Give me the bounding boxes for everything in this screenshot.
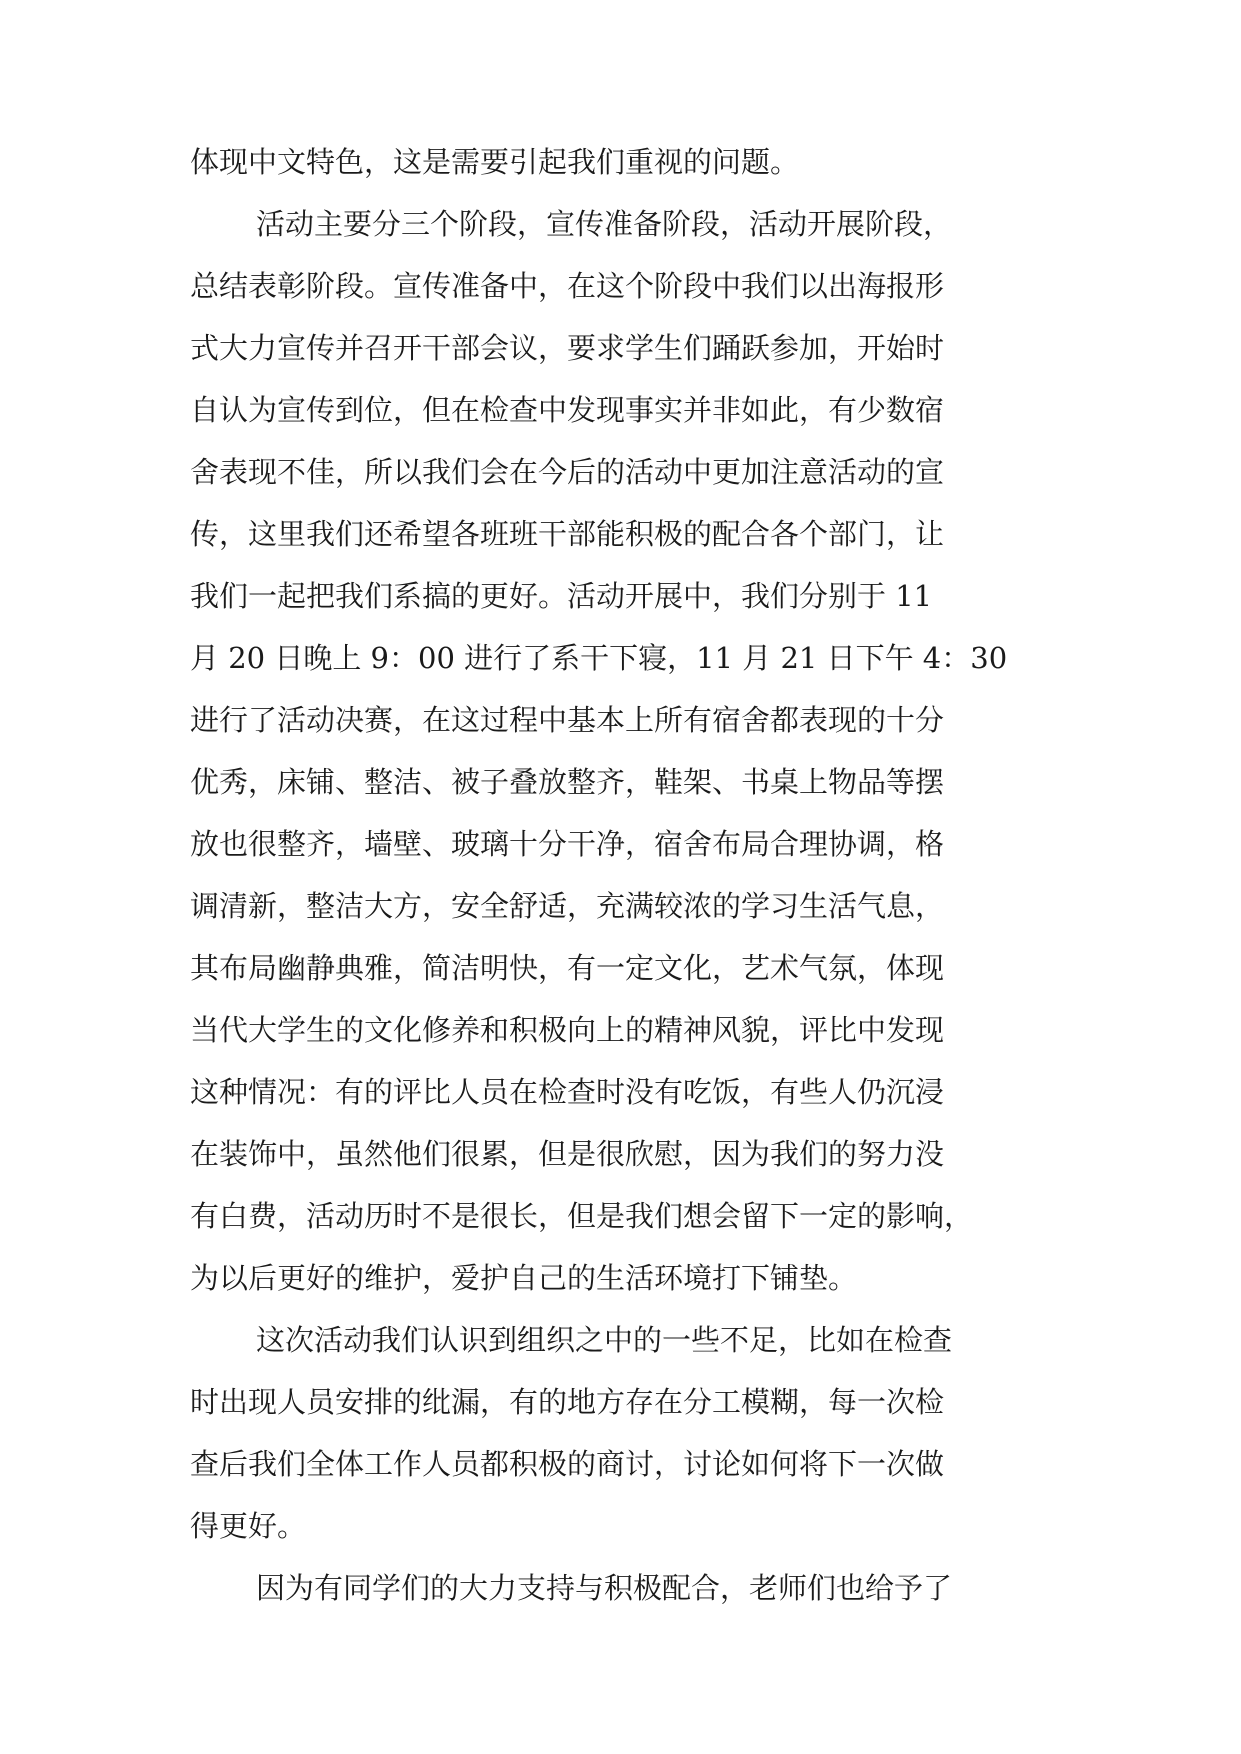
text-line: 进行了活动决赛，在这过程中基本上所有宿舍都表现的十分 xyxy=(190,703,945,737)
text-line: 当代大学生的文化修养和积极向上的精神风貌，评比中发现 xyxy=(190,1013,945,1047)
text-line: 这次活动我们认识到组织之中的一些不足，比如在检查 xyxy=(256,1323,953,1357)
text-line: 放也很整齐，墙壁、玻璃十分干净，宿舍布局合理协调，格 xyxy=(190,827,945,861)
text-line: 这种情况：有的评比人员在检查时没有吃饭，有些人仍沉浸 xyxy=(190,1075,945,1109)
text-line: 式大力宣传并召开干部会议，要求学生们踊跃参加，开始时 xyxy=(190,331,945,365)
text-line: 有白费，活动历时不是很长，但是我们想会留下一定的影响， xyxy=(190,1199,974,1233)
text-line: 其布局幽静典雅，简洁明快，有一定文化，艺术气氛，体现 xyxy=(190,951,945,985)
text-line: 时出现人员安排的纰漏，有的地方存在分工模糊，每一次检 xyxy=(190,1385,945,1419)
text-line: 调清新，整洁大方，安全舒适，充满较浓的学习生活气息， xyxy=(190,889,945,923)
text-line: 优秀，床铺、整洁、被子叠放整齐，鞋架、书桌上物品等摆 xyxy=(190,765,945,799)
text-line: 我们一起把我们系搞的更好。活动开展中，我们分别于 11 xyxy=(190,579,933,613)
text-line: 自认为宣传到位，但在检查中发现事实并非如此，有少数宿 xyxy=(190,393,945,427)
text-line: 活动主要分三个阶段，宣传准备阶段，活动开展阶段， xyxy=(256,207,953,241)
text-line: 在装饰中，虽然他们很累，但是很欣慰，因为我们的努力没 xyxy=(190,1137,945,1171)
text-line: 为以后更好的维护，爱护自己的生活环境打下铺垫。 xyxy=(190,1261,858,1295)
text-line: 因为有同学们的大力支持与积极配合，老师们也给予了 xyxy=(256,1571,953,1605)
text-line: 传，这里我们还希望各班班干部能积极的配合各个部门，让 xyxy=(190,517,945,551)
text-line: 舍表现不佳，所以我们会在今后的活动中更加注意活动的宣 xyxy=(190,455,945,489)
text-line: 查后我们全体工作人员都积极的商讨，讨论如何将下一次做 xyxy=(190,1447,945,1481)
text-line: 总结表彰阶段。宣传准备中，在这个阶段中我们以出海报形 xyxy=(190,269,945,303)
text-line: 体现中文特色，这是需要引起我们重视的问题。 xyxy=(190,145,800,179)
text-line: 得更好。 xyxy=(190,1509,307,1543)
text-line: 月 20 日晚上 9：00 进行了系干下寝，11 月 21 日下午 4：30 xyxy=(190,641,1008,675)
